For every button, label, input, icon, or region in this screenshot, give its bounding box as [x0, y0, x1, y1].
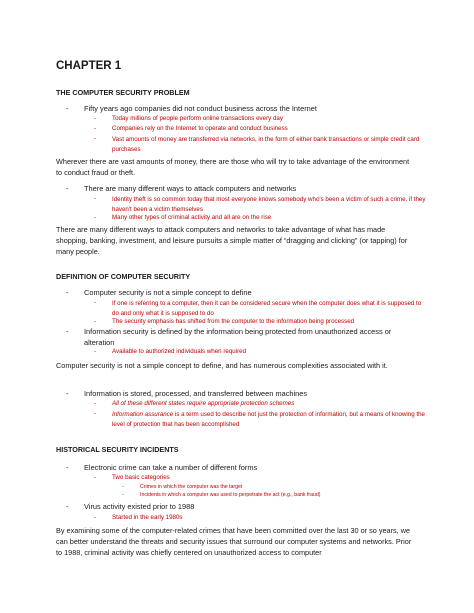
bullet-dash: - [66, 463, 69, 472]
sub-bullet-dash: - [94, 214, 97, 221]
bullet-text: Electronic crime can take a number of different forms [84, 463, 258, 472]
bullet-text: Computer security is not a simple concept to define [84, 288, 252, 297]
bullet-dash: - [66, 502, 69, 511]
bullet-dash: - [66, 184, 69, 193]
sub-sub-bullet-dash: - [122, 492, 124, 498]
sub-sub-bullet-text: Incidents in which a computer was used to perpetrate the act (e.g., bank fraud) [140, 492, 321, 498]
sub-bullet-text: Identity theft is so common today that most everyone knows somebody who's been a victim of such a crime, if they haven't been a victim themselves [112, 196, 426, 213]
sub-sub-bullet-dash: - [122, 484, 124, 490]
sub-bullet-text: Started in the early 1980s [112, 514, 183, 521]
bullet-text: There are many different ways to attack computers and networks [84, 184, 297, 193]
bullet-text: Information security is defined by the information being protected from unauthorized access or alteration [84, 327, 392, 347]
bullet-text: Fifty years ago companies did not conduct business across the Internet [84, 104, 317, 113]
sub-bullet-text [112, 410, 428, 429]
paragraph: There are many different ways to attack computers and networks to take advantage of what has made shopping, banking, investment, and leisure pursuits a simple matter of “dragging and clicking” (or tapping) for many people. [56, 225, 408, 257]
bullet-dash: - [66, 389, 69, 398]
sub-bullet-dash: - [94, 135, 97, 142]
sub-bullet-text: Many other types of criminal activity and all are on the rise [112, 214, 272, 221]
sub-bullet-text: Available to authorized individuals when required [112, 348, 247, 355]
sub-bullet-text: The security emphasis has shifted from the computer to the information being processed [112, 318, 355, 325]
paragraph: Wherever there are vast amounts of money, there are those who will try to take advantage of the environment to conduct fraud or theft. [56, 157, 410, 178]
paragraph: Computer security is not a simple concept to define, and has numerous complexities associated with it. [56, 361, 388, 370]
section-heading: THE COMPUTER SECURITY PROBLEM [56, 88, 190, 97]
sub-bullet-dash: - [94, 348, 97, 355]
paragraph: By examining some of the computer-related crimes that have been committed over the last 30 or so years, we can better understand the threats and security issues that surround our computer systems and networks. Prior to 1988, criminal activity was chiefly centered on unauthorized access to computer [56, 526, 412, 558]
sub-bullet-dash: - [94, 299, 97, 306]
sub-bullet-dash: - [94, 115, 97, 122]
sub-sub-bullet-text: Crimes in which the computer was the target [140, 484, 243, 490]
sub-bullet-text: Two basic categories [112, 474, 170, 481]
bullet-dash: - [66, 327, 69, 336]
sub-bullet-dash: - [94, 410, 97, 417]
bullet-text: Virus activity existed prior to 1988 [84, 502, 195, 511]
sub-bullet-text: All of these different states require appropriate protection schemes [112, 400, 295, 407]
sub-bullet-text: Vast amounts of money are transferred via networks, in the form of either bank transactions or simple credit card purchases [112, 136, 420, 153]
sub-bullet-rest: is a term used to describe not just the protection of information, but a means of knowing the level of protection that has been accomplished [112, 411, 425, 428]
italic-term: Information assurance [112, 411, 174, 418]
sub-bullet-dash: - [94, 195, 97, 202]
sub-bullet-text: Today millions of people perform online transactions every day [112, 115, 283, 122]
sub-bullet-dash: - [94, 400, 97, 407]
bullet-text: Information is stored, processed, and transferred between machines [84, 389, 308, 398]
chapter-title: CHAPTER 1 [56, 60, 122, 72]
bullet-dash: - [66, 288, 69, 297]
sub-bullet-dash: - [94, 474, 97, 481]
section-heading: HISTORICAL SECURITY INCIDENTS [56, 445, 179, 454]
section-heading: DEFINITION OF COMPUTER SECURITY [56, 272, 191, 281]
sub-bullet-dash: - [94, 514, 97, 521]
bullet-dash: - [66, 104, 69, 113]
sub-bullet-dash: - [94, 318, 97, 325]
sub-bullet-dash: - [94, 125, 97, 132]
sub-bullet-text: Companies rely on the Internet to operate and conduct business [112, 125, 288, 132]
sub-bullet-text: If one is referring to a computer, then it can be considered secure when the computer does what it is supposed to do and only what it is supposed to do [112, 300, 422, 317]
